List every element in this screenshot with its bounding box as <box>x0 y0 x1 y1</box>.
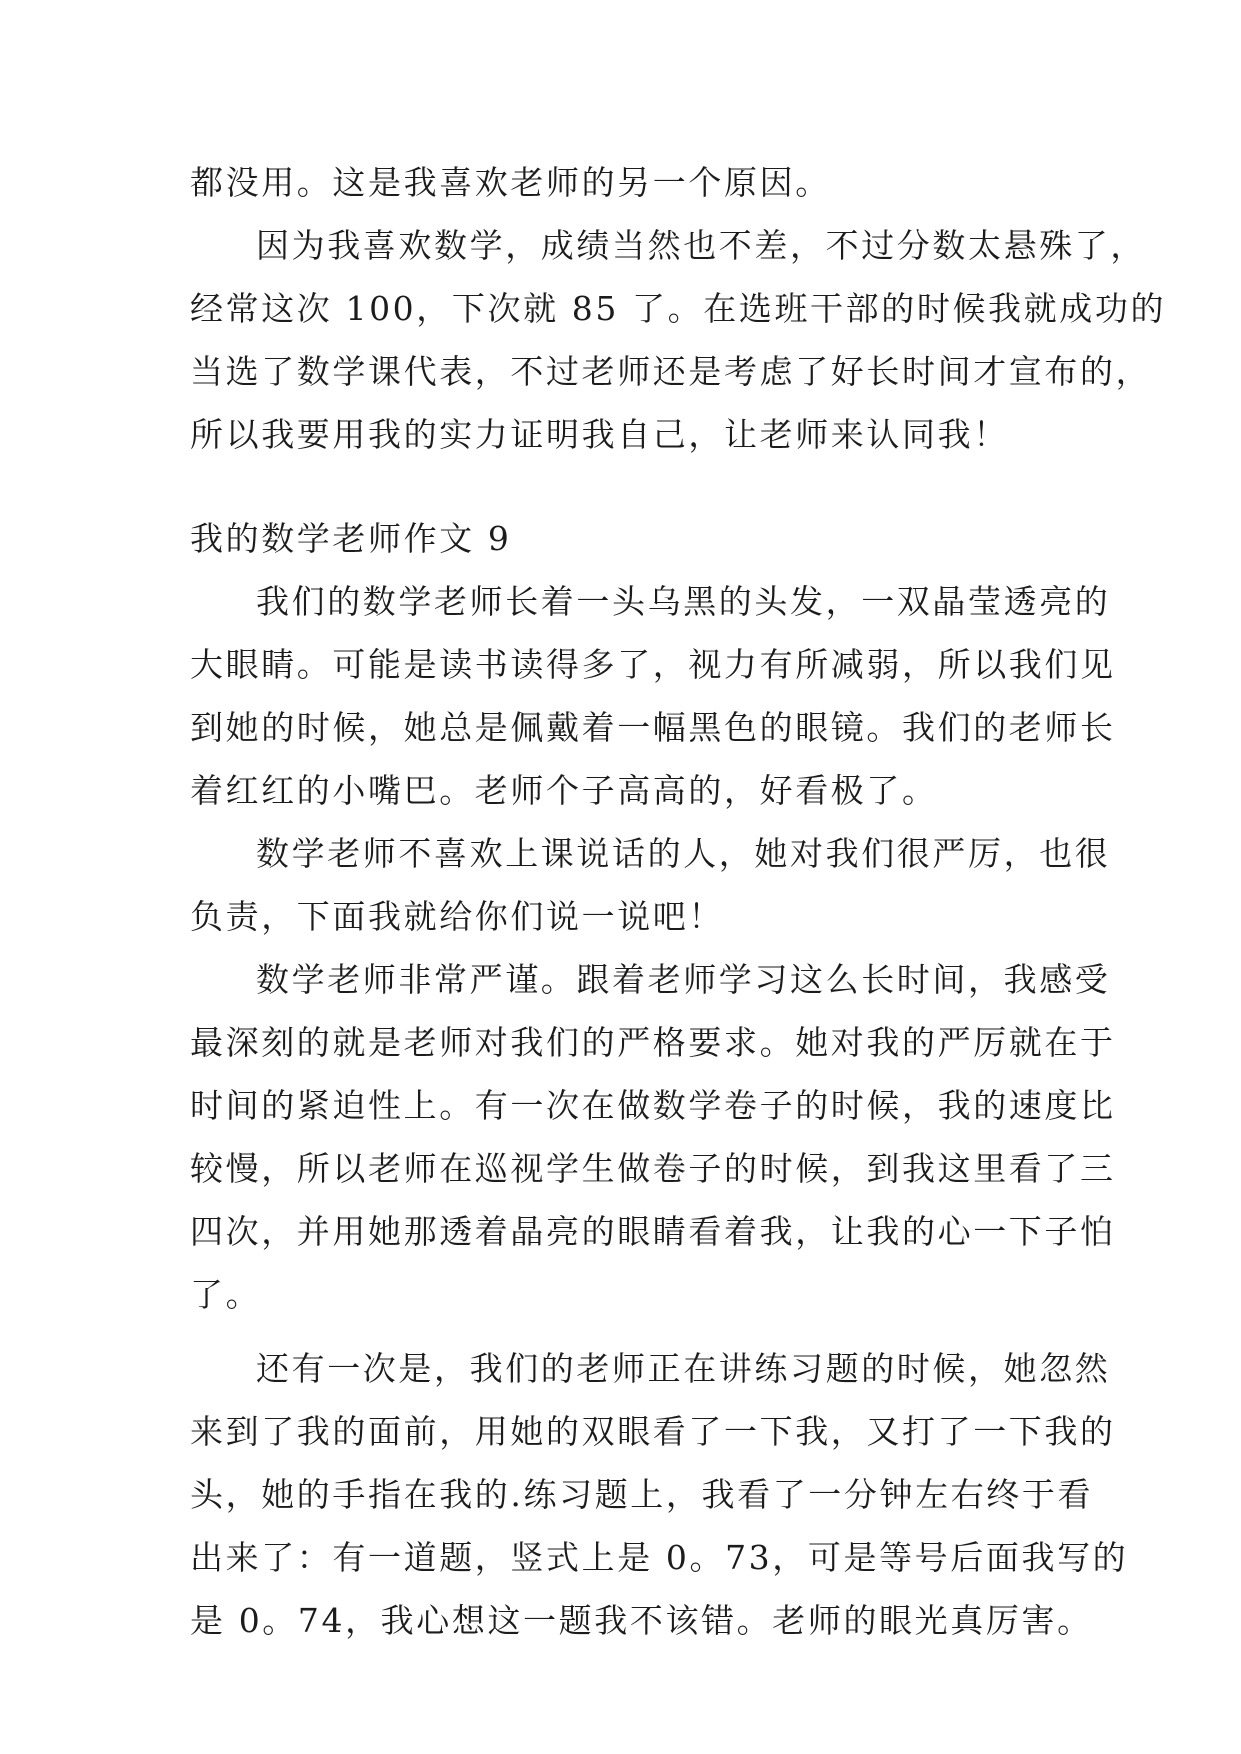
text-line: 了。 <box>190 1275 262 1314</box>
text-line: 头，她的手指在我的.练习题上，我看了一分钟左右终于看 <box>190 1475 1094 1514</box>
text-line: 时间的紧迫性上。有一次在做数学卷子的时候，我的速度比 <box>190 1086 1116 1125</box>
text-line: 四次，并用她那透着晶亮的眼睛看着我，让我的心一下子怕 <box>190 1212 1116 1251</box>
text-line: 最深刻的就是老师对我们的严格要求。她对我的严厉就在于 <box>190 1023 1116 1062</box>
text-line: 因为我喜欢数学，成绩当然也不差，不过分数太悬殊了， <box>256 226 1146 265</box>
text-line: 数学老师非常严谨。跟着老师学习这么长时间，我感受 <box>256 960 1111 999</box>
text-line: 来到了我的面前，用她的双眼看了一下我，又打了一下我的 <box>190 1412 1116 1451</box>
section-heading: 我的数学老师作文 9 <box>190 519 512 558</box>
text-line: 还有一次是，我们的老师正在讲练习题的时候，她忽然 <box>256 1349 1111 1388</box>
text-line: 负责，下面我就给你们说一说吧！ <box>190 897 724 936</box>
text-line: 到她的时候，她总是佩戴着一幅黑色的眼镜。我们的老师长 <box>190 708 1116 747</box>
text-line: 都没用。这是我喜欢老师的另一个原因。 <box>190 163 831 202</box>
text-line: 大眼睛。可能是读书读得多了，视力有所减弱，所以我们见 <box>190 645 1116 684</box>
text-line: 当选了数学课代表，不过老师还是考虑了好长时间才宣布的， <box>190 352 1152 391</box>
text-line: 着红红的小嘴巴。老师个子高高的，好看极了。 <box>190 771 938 810</box>
text-line: 我们的数学老师长着一头乌黑的头发，一双晶莹透亮的 <box>256 582 1111 621</box>
text-line: 经常这次 100，下次就 85 了。在选班干部的时候我就成功的 <box>190 289 1167 328</box>
text-line: 数学老师不喜欢上课说话的人，她对我们很严厉，也很 <box>256 834 1111 873</box>
text-line: 出来了：有一道题，竖式上是 0。73，可是等号后面我写的 <box>190 1538 1129 1577</box>
text-line: 较慢，所以老师在巡视学生做卷子的时候，到我这里看了三 <box>190 1149 1116 1188</box>
text-line: 所以我要用我的实力证明我自己，让老师来认同我！ <box>190 415 1009 454</box>
text-line: 是 0。74，我心想这一题我不该错。老师的眼光真厉害。 <box>190 1601 1093 1640</box>
